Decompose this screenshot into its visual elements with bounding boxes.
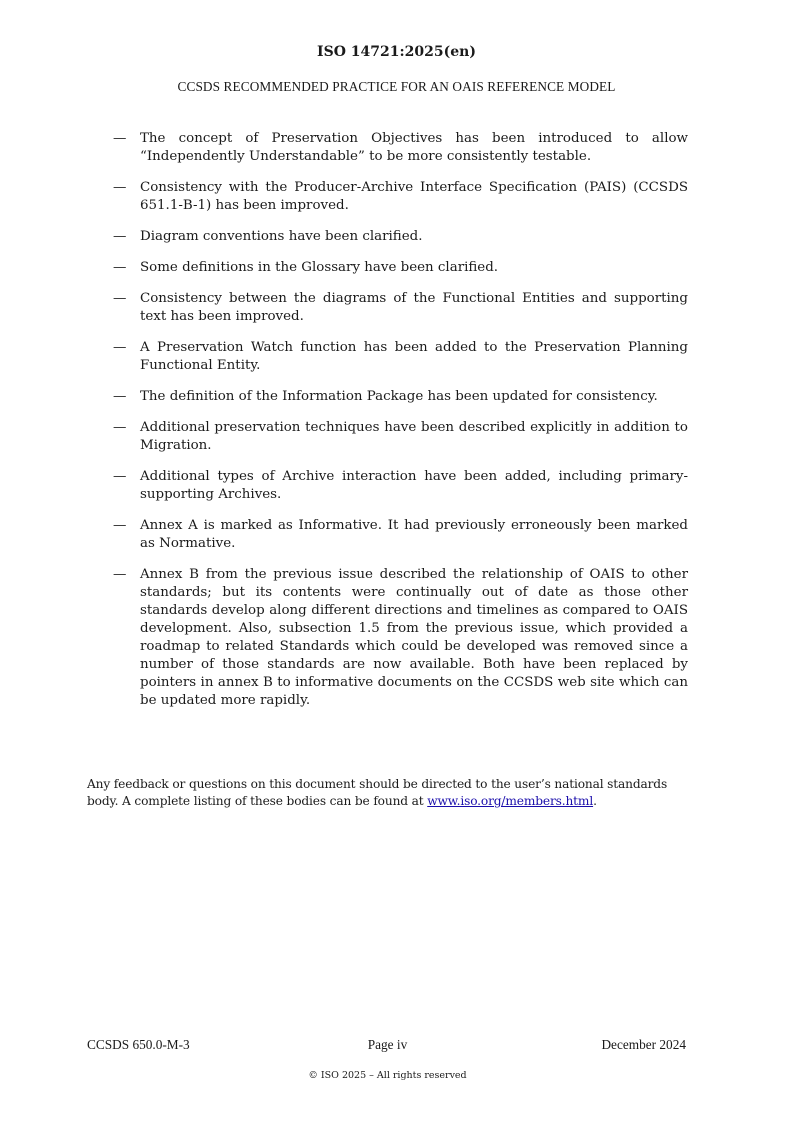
feedback-text: Any feedback or questions on this document should be directed to the user’s national standards body. A complete listing of these bodies can be found at [87, 777, 668, 808]
list-dash: — [113, 340, 127, 355]
document-title: CCSDS RECOMMENDED PRACTICE FOR AN OAIS REFERENCE MODEL [177, 79, 616, 94]
list-dash: — [113, 420, 127, 435]
list-item-text: Consistency between the diagrams of the Functional Entities and supporting text has been improved. [140, 291, 688, 324]
list-item-text: Some definitions in the Glossary have been clarified. [140, 260, 499, 275]
feedback-paragraph [87, 776, 689, 810]
list-item [113, 388, 688, 406]
list-item-text: The definition of the Information Package has been updated for consistency. [140, 389, 658, 404]
footer-document-number: CCSDS 650.0-M-3 [87, 1037, 190, 1052]
list-item [113, 179, 688, 215]
list-dash: — [113, 389, 127, 404]
list-item [113, 259, 688, 277]
list-item-text: Annex A is marked as Informative. It had previously erroneously been marked as Normative. [140, 518, 688, 551]
list-item [113, 130, 688, 166]
list-dash: — [113, 518, 127, 533]
list-item-text: Additional preservation techniques have been described explicitly in addition to Migration. [140, 420, 688, 453]
changes-list [113, 130, 688, 723]
list-item-text: Additional types of Archive interaction have been added, including primary-supporting Archives. [140, 469, 688, 502]
list-dash: — [113, 260, 127, 275]
list-item [113, 566, 688, 710]
list-item [113, 517, 688, 553]
list-dash: — [113, 229, 127, 244]
list-item-text: Annex B from the previous issue described the relationship of OAIS to other standards; but its contents were continually out of date as those other standards develop along different directions and timelines as compared to OAIS development. Also, subsection 1.5 from the previous issue, which provided a roadmap to related Standards which could be developed was removed since a number of those standards are now available. Both have been replaced by pointers in annex B to informative documents on the CCSDS web site which can be updated more rapidly. [140, 567, 688, 708]
list-item [113, 468, 688, 504]
footer-page-number: Page iv [367, 1037, 408, 1052]
footer-date: December 2024 [601, 1037, 686, 1052]
list-item [113, 290, 688, 326]
list-dash: — [113, 131, 127, 146]
list-item-text: Consistency with the Producer-Archive Interface Specification (PAIS) (CCSDS 651.1-B-1) has been improved. [140, 180, 688, 213]
list-item [113, 419, 688, 455]
feedback-suffix: . [593, 794, 597, 808]
list-item-text: Diagram conventions have been clarified. [140, 229, 423, 244]
copyright-notice: © ISO 2025 – All rights reserved [308, 1070, 467, 1081]
list-item [113, 339, 688, 375]
iso-members-link[interactable]: www.iso.org/members.html [427, 794, 594, 808]
list-item [113, 228, 688, 246]
list-dash: — [113, 567, 127, 582]
list-dash: — [113, 291, 127, 306]
list-dash: — [113, 469, 127, 484]
document-id: ISO 14721:2025(en) [317, 44, 476, 60]
list-item-text: A Preservation Watch function has been added to the Preservation Planning Functional Entity. [140, 340, 688, 373]
list-dash: — [113, 180, 127, 195]
list-item-text: The concept of Preservation Objectives has been introduced to allow “Independently Understandable” to be more consistently testable. [140, 131, 688, 164]
